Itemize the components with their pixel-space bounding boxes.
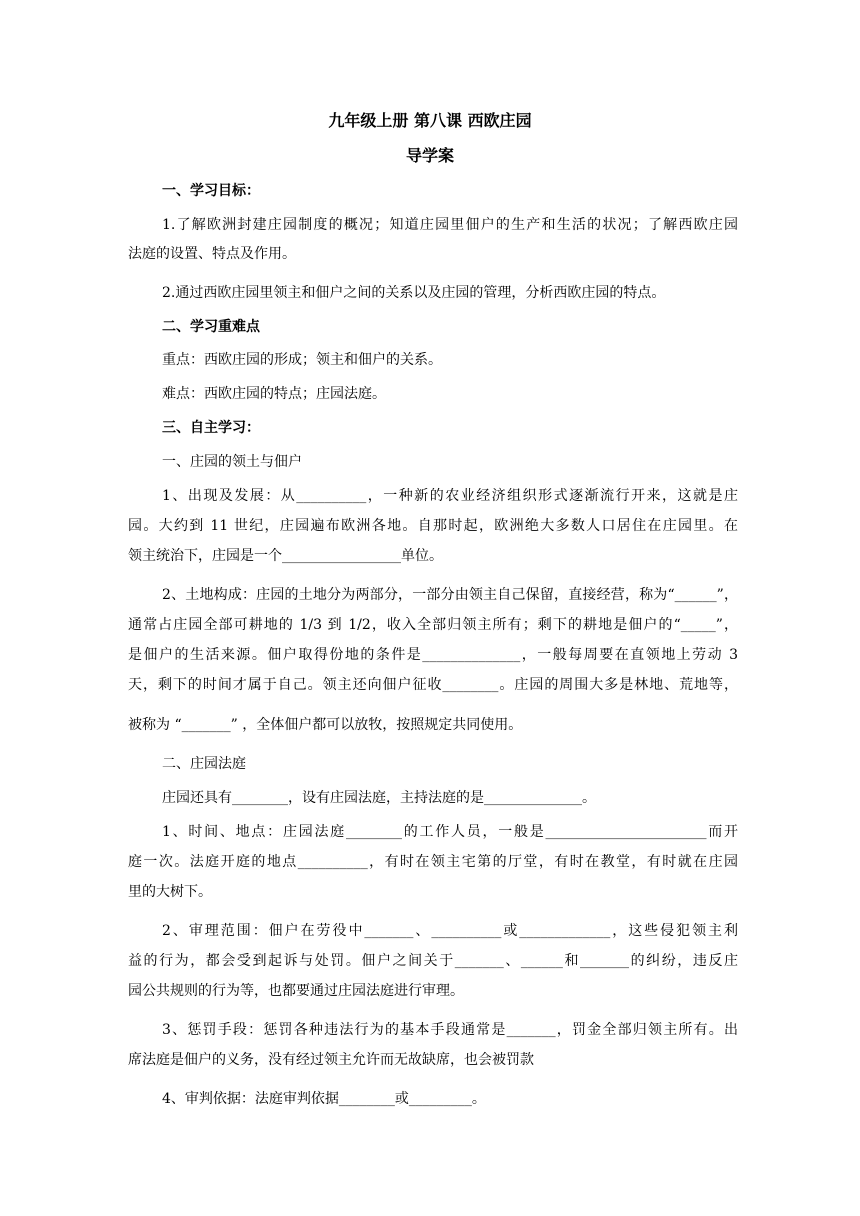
court-intro: 庄园还具有________，设有庄园法庭，主持法庭的是______________。 [162, 790, 596, 806]
key-difficulty: 难点：西欧庄园的特点；庄园法庭。 [162, 386, 386, 402]
part-1-title: 一、庄园的领土与佃户 [162, 454, 302, 470]
goal-1-line-1: 1.了解欧洲封建庄园制度的概况；知道庄园里佃户的生产和生活的状况；了解西欧庄园 [162, 217, 738, 233]
c4-line: 4、审判依据：法庭审判依据________或_________。 [162, 1091, 486, 1107]
goal-2: 2.通过西欧庄园里领主和佃户之间的关系以及庄园的管理，分析西欧庄园的特点。 [162, 285, 666, 301]
c3-line-1: 3、惩罚手段：惩罚各种违法行为的基本手段通常是_______，罚金全部归领主所有。出 [162, 1022, 738, 1038]
c1-line-3: 里的大树下。 [128, 884, 212, 900]
c1-line-1: 1、时间、地点：庄园法庭________的工作人员，一般是_______________________而开 [162, 824, 738, 840]
document-subtitle: 导学案 [405, 146, 454, 165]
section-key-heading: 二、学习重难点 [162, 319, 260, 335]
p2-line-5: 被称为 “_______” ，全体佃户都可以放牧，按照规定共同使用。 [128, 717, 523, 733]
section-goals-heading: 一、学习目标： [162, 183, 260, 199]
p2-line-1: 2、土地构成：庄园的土地分为两部分，一部分由领主自己保留，直接经营，称为“______”， [162, 587, 738, 603]
c2-line-1: 2、审理范围：佃户在劳役中_______、__________或_____________，这些侵犯领主利 [162, 923, 738, 939]
section-self-study-heading: 三、自主学习： [162, 420, 260, 436]
c2-line-3: 园公共规则的行为等，也都要通过庄园法庭进行审理。 [128, 983, 464, 999]
p2-line-2: 通常占庄园全部可耕地的 1/3 到 1/2，收入全部归领主所有；剩下的耕地是佃户的“_____”， [128, 617, 738, 633]
p1-line-2: 园。大约到 11 世纪，庄园遍布欧洲各地。自那时起，欧洲绝大多数人口居住在庄园里。在 [128, 518, 738, 534]
key-focus: 重点：西欧庄园的形成；领主和佃户的关系。 [162, 352, 442, 368]
c3-line-2: 席法庭是佃户的义务，没有经过领主允许而无故缺席，也会被罚款 [128, 1052, 534, 1068]
p1-line-3: 领主统治下，庄园是一个_________________单位。 [128, 548, 443, 564]
c1-line-2: 庭一次。法庭开庭的地点__________，有时在领主宅第的厅堂，有时在教堂，有时就在庄园 [128, 854, 738, 870]
p2-line-3: 是佃户的生活来源。佃户取得份地的条件是______________，一般每周要在直领地上劳动 3 [128, 647, 738, 663]
goal-1-line-2: 法庭的设置、特点及作用。 [128, 246, 296, 262]
document-title: 九年级上册 第八课 西欧庄园 [328, 111, 532, 130]
c2-line-2: 益的行为，都会受到起诉与处罚。佃户之间关于_______、______和_______的纠纷，违反庄 [128, 953, 738, 969]
p2-line-4: 天，剩下的时间才属于自己。领主还向佃户征收________。庄园的周围大多是林地、荒地等， [128, 677, 738, 693]
part-2-title: 二、庄园法庭 [162, 756, 246, 772]
p1-line-1: 1、出现及发展：从__________，一种新的农业经济组织形式逐渐流行开来，这就是庄 [162, 488, 738, 504]
